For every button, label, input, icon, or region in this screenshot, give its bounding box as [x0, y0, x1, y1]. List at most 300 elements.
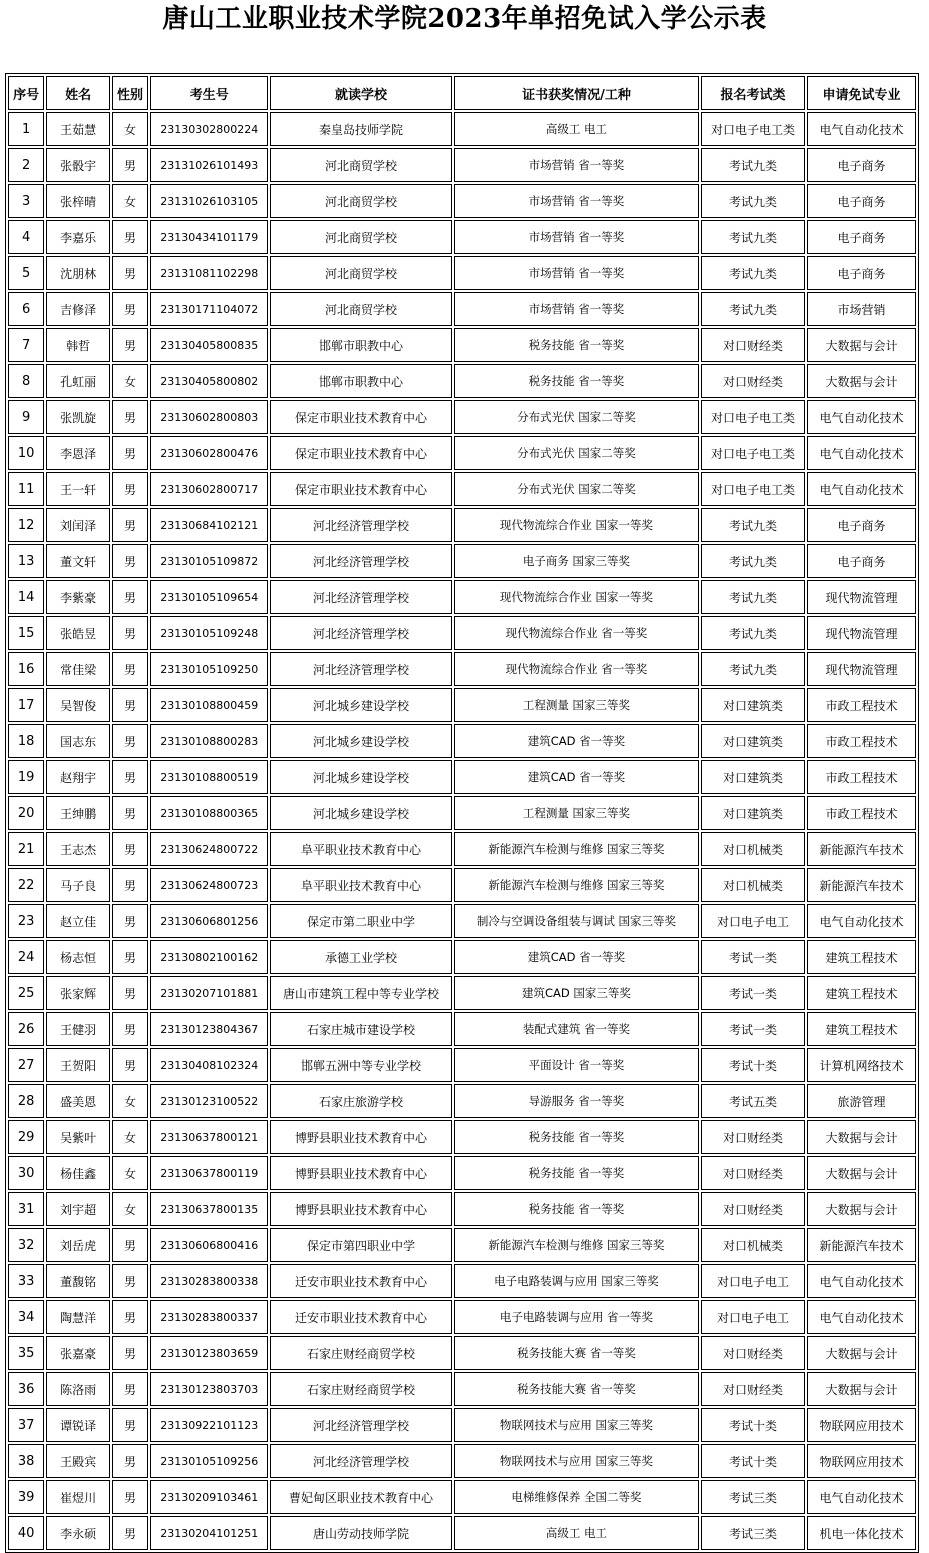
- exam-number-cell: 23131081102298: [150, 256, 268, 290]
- table-row: [8, 508, 916, 542]
- major-cell: 市政工程技术: [807, 724, 916, 758]
- school-cell: 河北城乡建设学校: [270, 760, 452, 794]
- table-row: [8, 688, 916, 722]
- exam-category-cell: 对口财经类: [701, 328, 805, 362]
- certificate-cell: 现代物流综合作业 国家一等奖: [454, 580, 699, 614]
- school-cell: 河北商贸学校: [270, 292, 452, 326]
- school-cell: 河北城乡建设学校: [270, 796, 452, 830]
- exam-category-cell: 考试一类: [701, 976, 805, 1010]
- exam-category-cell: 考试九类: [701, 184, 805, 218]
- exam-category-cell: 对口机械类: [701, 832, 805, 866]
- exam-number-cell: 23130637800119: [150, 1156, 268, 1190]
- exam-number-cell: 23130602800717: [150, 472, 268, 506]
- student-name-cell: 张凯旋: [46, 400, 110, 434]
- certificate-cell: 税务技能 省一等奖: [454, 364, 699, 398]
- certificate-cell: 市场营销 省一等奖: [454, 184, 699, 218]
- admission-table: [5, 73, 919, 1553]
- table-row: [8, 652, 916, 686]
- table-row: [8, 1048, 916, 1082]
- table-row: [8, 1300, 916, 1334]
- table-row: [8, 940, 916, 974]
- certificate-cell: 现代物流综合作业 国家一等奖: [454, 508, 699, 542]
- school-cell: 石家庄城市建设学校: [270, 1012, 452, 1046]
- certificate-cell: 税务技能 省一等奖: [454, 1156, 699, 1190]
- certificate-cell: 市场营销 省一等奖: [454, 148, 699, 182]
- page-title: 唐山工业职业技术学院2023年单招免试入学公示表: [162, 4, 767, 34]
- major-cell: 建筑工程技术: [807, 976, 916, 1010]
- school-cell: 唐山劳动技师学院: [270, 1516, 452, 1550]
- certificate-cell: 电梯维修保养 全国二等奖: [454, 1480, 699, 1514]
- school-cell: 曹妃甸区职业技术教育中心: [270, 1480, 452, 1514]
- major-cell: 电气自动化技术: [807, 112, 916, 146]
- table-row: [8, 904, 916, 938]
- col-index-header: 序号: [8, 76, 44, 110]
- student-name-cell: 王志杰: [46, 832, 110, 866]
- gender-cell: 男: [112, 544, 148, 578]
- table-body: [8, 112, 916, 1550]
- school-cell: 河北经济管理学校: [270, 1444, 452, 1478]
- row-index-cell: 26: [8, 1012, 44, 1046]
- major-cell: 大数据与会计: [807, 1336, 916, 1370]
- gender-cell: 女: [112, 364, 148, 398]
- certificate-cell: 建筑CAD 国家三等奖: [454, 976, 699, 1010]
- exam-category-cell: 考试九类: [701, 292, 805, 326]
- school-cell: 河北城乡建设学校: [270, 724, 452, 758]
- table-row: [8, 1408, 916, 1442]
- gender-cell: 男: [112, 436, 148, 470]
- table-row: [8, 616, 916, 650]
- certificate-cell: 税务技能 省一等奖: [454, 1192, 699, 1226]
- row-index-cell: 28: [8, 1084, 44, 1118]
- row-index-cell: 12: [8, 508, 44, 542]
- exam-number-cell: 23131026103105: [150, 184, 268, 218]
- certificate-cell: 建筑CAD 省一等奖: [454, 940, 699, 974]
- row-index-cell: 36: [8, 1372, 44, 1406]
- certificate-cell: 建筑CAD 省一等奖: [454, 724, 699, 758]
- gender-cell: 男: [112, 580, 148, 614]
- major-cell: 新能源汽车技术: [807, 1228, 916, 1262]
- exam-category-cell: 对口建筑类: [701, 796, 805, 830]
- exam-number-cell: 23130108800519: [150, 760, 268, 794]
- major-cell: 大数据与会计: [807, 1372, 916, 1406]
- exam-category-cell: 考试五类: [701, 1084, 805, 1118]
- row-index-cell: 14: [8, 580, 44, 614]
- row-index-cell: 3: [8, 184, 44, 218]
- certificate-cell: 平面设计 省一等奖: [454, 1048, 699, 1082]
- student-name-cell: 刘闰泽: [46, 508, 110, 542]
- col-exam-category-header: 报名考试类: [701, 76, 805, 110]
- major-cell: 市场营销: [807, 292, 916, 326]
- gender-cell: 男: [112, 1012, 148, 1046]
- certificate-cell: 电子商务 国家三等奖: [454, 544, 699, 578]
- certificate-cell: 税务技能 省一等奖: [454, 328, 699, 362]
- col-school-header: 就读学校: [270, 76, 452, 110]
- table-row: [8, 112, 916, 146]
- table-row: [8, 364, 916, 398]
- gender-cell: 男: [112, 832, 148, 866]
- row-index-cell: 6: [8, 292, 44, 326]
- exam-category-cell: 考试十类: [701, 1408, 805, 1442]
- exam-category-cell: 考试十类: [701, 1048, 805, 1082]
- major-cell: 电气自动化技术: [807, 472, 916, 506]
- row-index-cell: 32: [8, 1228, 44, 1262]
- school-cell: 阜平职业技术教育中心: [270, 868, 452, 902]
- row-index-cell: 39: [8, 1480, 44, 1514]
- exam-category-cell: 对口电子电工类: [701, 436, 805, 470]
- table-row: [8, 1192, 916, 1226]
- exam-number-cell: 23130802100162: [150, 940, 268, 974]
- exam-category-cell: 对口财经类: [701, 1156, 805, 1190]
- major-cell: 新能源汽车技术: [807, 868, 916, 902]
- certificate-cell: 分布式光伏 国家二等奖: [454, 436, 699, 470]
- certificate-cell: 高级工 电工: [454, 1516, 699, 1550]
- row-index-cell: 31: [8, 1192, 44, 1226]
- exam-number-cell: 23130637800121: [150, 1120, 268, 1154]
- exam-number-cell: 23130171104072: [150, 292, 268, 326]
- exam-number-cell: 23130684102121: [150, 508, 268, 542]
- row-index-cell: 24: [8, 940, 44, 974]
- exam-category-cell: 考试九类: [701, 508, 805, 542]
- student-name-cell: 张骰宇: [46, 148, 110, 182]
- table-row: [8, 256, 916, 290]
- student-name-cell: 李永硕: [46, 1516, 110, 1550]
- row-index-cell: 15: [8, 616, 44, 650]
- major-cell: 电子商务: [807, 508, 916, 542]
- exam-category-cell: 对口机械类: [701, 868, 805, 902]
- student-name-cell: 吴智俊: [46, 688, 110, 722]
- major-cell: 市政工程技术: [807, 760, 916, 794]
- gender-cell: 男: [112, 508, 148, 542]
- exam-category-cell: 对口电子电工类: [701, 112, 805, 146]
- certificate-cell: 导游服务 省一等奖: [454, 1084, 699, 1118]
- certificate-cell: 税务技能 省一等奖: [454, 1120, 699, 1154]
- exam-category-cell: 对口电子电工: [701, 1300, 805, 1334]
- student-name-cell: 吴紫叶: [46, 1120, 110, 1154]
- school-cell: 河北经济管理学校: [270, 508, 452, 542]
- major-cell: 物联网应用技术: [807, 1408, 916, 1442]
- table-row: [8, 184, 916, 218]
- student-name-cell: 李恩泽: [46, 436, 110, 470]
- exam-category-cell: 考试九类: [701, 544, 805, 578]
- student-name-cell: 常佳梁: [46, 652, 110, 686]
- exam-number-cell: 23130405800802: [150, 364, 268, 398]
- row-index-cell: 1: [8, 112, 44, 146]
- table-row: [8, 400, 916, 434]
- certificate-cell: 新能源汽车检测与维修 国家三等奖: [454, 1228, 699, 1262]
- school-cell: 邯郸市职教中心: [270, 328, 452, 362]
- school-cell: 唐山市建筑工程中等专业学校: [270, 976, 452, 1010]
- gender-cell: 女: [112, 184, 148, 218]
- school-cell: 河北商贸学校: [270, 220, 452, 254]
- row-index-cell: 35: [8, 1336, 44, 1370]
- certificate-cell: 装配式建筑 省一等奖: [454, 1012, 699, 1046]
- certificate-cell: 物联网技术与应用 国家三等奖: [454, 1408, 699, 1442]
- exam-category-cell: 对口电子电工: [701, 1264, 805, 1298]
- exam-category-cell: 考试九类: [701, 580, 805, 614]
- student-name-cell: 陶慧洋: [46, 1300, 110, 1334]
- school-cell: 博野县职业技术教育中心: [270, 1156, 452, 1190]
- row-index-cell: 5: [8, 256, 44, 290]
- gender-cell: 男: [112, 1264, 148, 1298]
- table-row: [8, 1012, 916, 1046]
- exam-number-cell: 23130209103461: [150, 1480, 268, 1514]
- student-name-cell: 李紫豪: [46, 580, 110, 614]
- major-cell: 电子商务: [807, 544, 916, 578]
- exam-category-cell: 对口财经类: [701, 1372, 805, 1406]
- exam-number-cell: 23130922101123: [150, 1408, 268, 1442]
- school-cell: 河北商贸学校: [270, 148, 452, 182]
- col-gender-header: 性别: [112, 76, 148, 110]
- exam-number-cell: 23130408102324: [150, 1048, 268, 1082]
- certificate-cell: 物联网技术与应用 国家三等奖: [454, 1444, 699, 1478]
- student-name-cell: 王茹慧: [46, 112, 110, 146]
- gender-cell: 男: [112, 724, 148, 758]
- table-row: [8, 472, 916, 506]
- major-cell: 旅游管理: [807, 1084, 916, 1118]
- exam-category-cell: 考试一类: [701, 940, 805, 974]
- gender-cell: 男: [112, 652, 148, 686]
- exam-number-cell: 23131026101493: [150, 148, 268, 182]
- exam-category-cell: 考试九类: [701, 616, 805, 650]
- table-row: [8, 148, 916, 182]
- student-name-cell: 张家辉: [46, 976, 110, 1010]
- gender-cell: 男: [112, 616, 148, 650]
- major-cell: 电子商务: [807, 184, 916, 218]
- school-cell: 承德工业学校: [270, 940, 452, 974]
- exam-number-cell: 23130624800723: [150, 868, 268, 902]
- school-cell: 邯郸市职教中心: [270, 364, 452, 398]
- major-cell: 市政工程技术: [807, 688, 916, 722]
- exam-number-cell: 23130283800338: [150, 1264, 268, 1298]
- major-cell: 物联网应用技术: [807, 1444, 916, 1478]
- col-major-header: 申请免试专业: [807, 76, 916, 110]
- major-cell: 现代物流管理: [807, 616, 916, 650]
- gender-cell: 男: [112, 796, 148, 830]
- table-row: [8, 1480, 916, 1514]
- student-name-cell: 陈洛雨: [46, 1372, 110, 1406]
- table-row: [8, 724, 916, 758]
- gender-cell: 男: [112, 400, 148, 434]
- gender-cell: 女: [112, 1192, 148, 1226]
- exam-number-cell: 23130434101179: [150, 220, 268, 254]
- exam-number-cell: 23130606800416: [150, 1228, 268, 1262]
- major-cell: 机电一体化技术: [807, 1516, 916, 1550]
- certificate-cell: 电子电路装调与应用 国家三等奖: [454, 1264, 699, 1298]
- table-row: [8, 220, 916, 254]
- major-cell: 建筑工程技术: [807, 940, 916, 974]
- student-name-cell: 杨佳鑫: [46, 1156, 110, 1190]
- certificate-cell: 分布式光伏 国家二等奖: [454, 472, 699, 506]
- exam-category-cell: 对口财经类: [701, 1120, 805, 1154]
- exam-number-cell: 23130283800337: [150, 1300, 268, 1334]
- row-index-cell: 40: [8, 1516, 44, 1550]
- certificate-cell: 市场营销 省一等奖: [454, 220, 699, 254]
- major-cell: 建筑工程技术: [807, 1012, 916, 1046]
- row-index-cell: 22: [8, 868, 44, 902]
- gender-cell: 男: [112, 1408, 148, 1442]
- school-cell: 河北经济管理学校: [270, 652, 452, 686]
- certificate-cell: 市场营销 省一等奖: [454, 256, 699, 290]
- exam-category-cell: 对口电子电工类: [701, 400, 805, 434]
- student-name-cell: 孔虹丽: [46, 364, 110, 398]
- gender-cell: 男: [112, 1480, 148, 1514]
- row-index-cell: 18: [8, 724, 44, 758]
- table-row: [8, 1516, 916, 1550]
- table-row: [8, 292, 916, 326]
- student-name-cell: 王健羽: [46, 1012, 110, 1046]
- exam-number-cell: 23130105109248: [150, 616, 268, 650]
- school-cell: 迁安市职业技术教育中心: [270, 1264, 452, 1298]
- exam-number-cell: 23130602800476: [150, 436, 268, 470]
- gender-cell: 女: [112, 112, 148, 146]
- student-name-cell: 王绅鹏: [46, 796, 110, 830]
- major-cell: 市政工程技术: [807, 796, 916, 830]
- gender-cell: 男: [112, 940, 148, 974]
- row-index-cell: 23: [8, 904, 44, 938]
- row-index-cell: 7: [8, 328, 44, 362]
- table-row: [8, 832, 916, 866]
- gender-cell: 男: [112, 1336, 148, 1370]
- gender-cell: 男: [112, 976, 148, 1010]
- major-cell: 电气自动化技术: [807, 1300, 916, 1334]
- row-index-cell: 17: [8, 688, 44, 722]
- gender-cell: 男: [112, 1048, 148, 1082]
- exam-number-cell: 23130204101251: [150, 1516, 268, 1550]
- row-index-cell: 37: [8, 1408, 44, 1442]
- major-cell: 电子商务: [807, 256, 916, 290]
- major-cell: 现代物流管理: [807, 652, 916, 686]
- gender-cell: 男: [112, 472, 148, 506]
- exam-number-cell: 23130302800224: [150, 112, 268, 146]
- table-row: [8, 544, 916, 578]
- row-index-cell: 34: [8, 1300, 44, 1334]
- certificate-cell: 税务技能大赛 省一等奖: [454, 1372, 699, 1406]
- exam-category-cell: 考试九类: [701, 256, 805, 290]
- table-row: [8, 976, 916, 1010]
- student-name-cell: 王贺阳: [46, 1048, 110, 1082]
- school-cell: 阜平职业技术教育中心: [270, 832, 452, 866]
- row-index-cell: 16: [8, 652, 44, 686]
- school-cell: 石家庄财经商贸学校: [270, 1336, 452, 1370]
- gender-cell: 男: [112, 292, 148, 326]
- certificate-cell: 税务技能大赛 省一等奖: [454, 1336, 699, 1370]
- major-cell: 大数据与会计: [807, 1156, 916, 1190]
- gender-cell: 男: [112, 256, 148, 290]
- gender-cell: 男: [112, 1372, 148, 1406]
- exam-category-cell: 考试十类: [701, 1444, 805, 1478]
- major-cell: 大数据与会计: [807, 364, 916, 398]
- col-name-header: 姓名: [46, 76, 110, 110]
- certificate-cell: 制冷与空调设备组装与调试 国家三等奖: [454, 904, 699, 938]
- row-index-cell: 30: [8, 1156, 44, 1190]
- gender-cell: 男: [112, 220, 148, 254]
- table-row: [8, 1264, 916, 1298]
- gender-cell: 男: [112, 904, 148, 938]
- major-cell: 电气自动化技术: [807, 436, 916, 470]
- exam-number-cell: 23130606801256: [150, 904, 268, 938]
- school-cell: 河北经济管理学校: [270, 580, 452, 614]
- table-row: [8, 1228, 916, 1262]
- exam-number-cell: 23130123100522: [150, 1084, 268, 1118]
- gender-cell: 男: [112, 868, 148, 902]
- table-row: [8, 868, 916, 902]
- row-index-cell: 38: [8, 1444, 44, 1478]
- gender-cell: 男: [112, 1516, 148, 1550]
- school-cell: 河北商贸学校: [270, 184, 452, 218]
- exam-category-cell: 考试三类: [701, 1480, 805, 1514]
- school-cell: 保定市职业技术教育中心: [270, 436, 452, 470]
- student-name-cell: 张嘉豪: [46, 1336, 110, 1370]
- school-cell: 保定市第四职业中学: [270, 1228, 452, 1262]
- exam-category-cell: 对口建筑类: [701, 688, 805, 722]
- gender-cell: 女: [112, 1084, 148, 1118]
- school-cell: 河北商贸学校: [270, 256, 452, 290]
- exam-category-cell: 对口电子电工: [701, 904, 805, 938]
- gender-cell: 男: [112, 1228, 148, 1262]
- major-cell: 大数据与会计: [807, 1120, 916, 1154]
- admission-table-container: [5, 73, 919, 1553]
- exam-number-cell: 23130105109872: [150, 544, 268, 578]
- row-index-cell: 8: [8, 364, 44, 398]
- table-row: [8, 1372, 916, 1406]
- school-cell: 河北经济管理学校: [270, 616, 452, 650]
- student-name-cell: 刘岳虎: [46, 1228, 110, 1262]
- certificate-cell: 建筑CAD 省一等奖: [454, 760, 699, 794]
- major-cell: 计算机网络技术: [807, 1048, 916, 1082]
- major-cell: 新能源汽车技术: [807, 832, 916, 866]
- student-name-cell: 董文轩: [46, 544, 110, 578]
- student-name-cell: 董馥铭: [46, 1264, 110, 1298]
- school-cell: 博野县职业技术教育中心: [270, 1192, 452, 1226]
- row-index-cell: 25: [8, 976, 44, 1010]
- student-name-cell: 沈朋林: [46, 256, 110, 290]
- school-cell: 河北经济管理学校: [270, 1408, 452, 1442]
- header-row: [8, 76, 916, 110]
- exam-category-cell: 对口财经类: [701, 364, 805, 398]
- school-cell: 博野县职业技术教育中心: [270, 1120, 452, 1154]
- student-name-cell: 韩哲: [46, 328, 110, 362]
- school-cell: 迁安市职业技术教育中心: [270, 1300, 452, 1334]
- school-cell: 石家庄财经商贸学校: [270, 1372, 452, 1406]
- row-index-cell: 2: [8, 148, 44, 182]
- exam-number-cell: 23130105109250: [150, 652, 268, 686]
- exam-category-cell: 考试一类: [701, 1012, 805, 1046]
- major-cell: 现代物流管理: [807, 580, 916, 614]
- exam-category-cell: 对口建筑类: [701, 724, 805, 758]
- gender-cell: 女: [112, 1156, 148, 1190]
- gender-cell: 男: [112, 1444, 148, 1478]
- exam-number-cell: 23130108800365: [150, 796, 268, 830]
- major-cell: 电子商务: [807, 148, 916, 182]
- student-name-cell: 马子良: [46, 868, 110, 902]
- exam-category-cell: 考试九类: [701, 148, 805, 182]
- student-name-cell: 杨志恒: [46, 940, 110, 974]
- exam-number-cell: 23130637800135: [150, 1192, 268, 1226]
- row-index-cell: 9: [8, 400, 44, 434]
- student-name-cell: 张皓昱: [46, 616, 110, 650]
- row-index-cell: 13: [8, 544, 44, 578]
- exam-category-cell: 对口财经类: [701, 1192, 805, 1226]
- certificate-cell: 现代物流综合作业 省一等奖: [454, 616, 699, 650]
- major-cell: 电气自动化技术: [807, 904, 916, 938]
- certificate-cell: 新能源汽车检测与维修 国家三等奖: [454, 868, 699, 902]
- gender-cell: 男: [112, 760, 148, 794]
- col-certificate-header: 证书获奖情况/工种: [454, 76, 699, 110]
- row-index-cell: 29: [8, 1120, 44, 1154]
- major-cell: 电气自动化技术: [807, 400, 916, 434]
- certificate-cell: 分布式光伏 国家二等奖: [454, 400, 699, 434]
- exam-category-cell: 考试三类: [701, 1516, 805, 1550]
